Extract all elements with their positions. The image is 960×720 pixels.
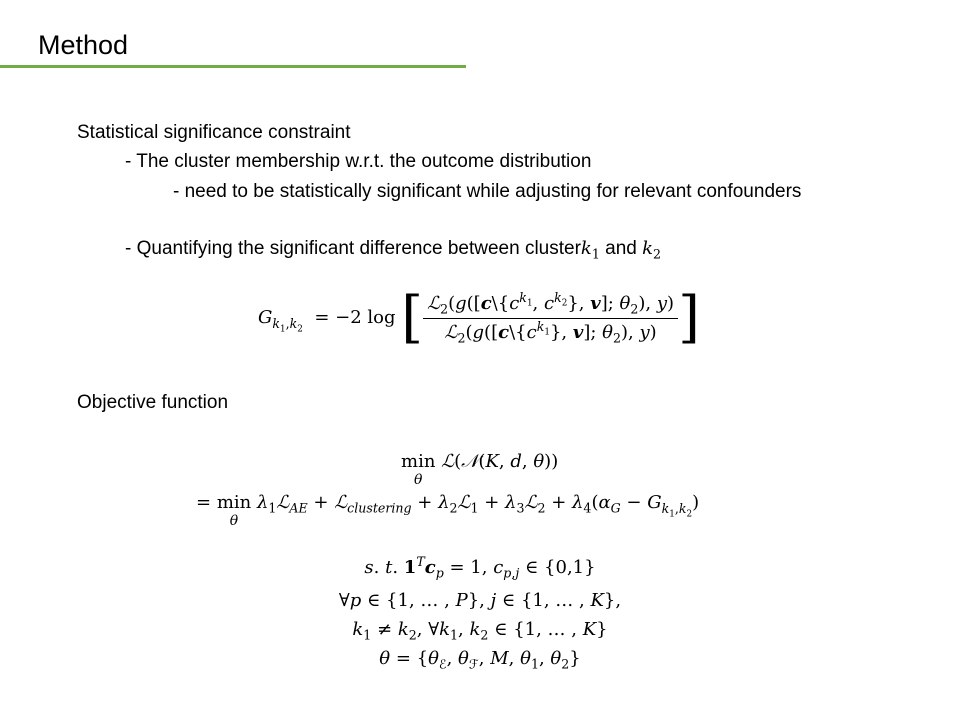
bullet-cluster-membership: - The cluster membership w.r.t. the outcome distribution [125,151,592,172]
heading-significance-constraint: Statistical significance constraint [77,122,351,143]
and-text: and [605,238,637,259]
g-equation: $G_{k_1,k_2} = -2$ log [ $\frac{ℒ_2(g([c\backslash\{c^{k_1}, c^{k_2}\}, v]; \theta_2), y)}{ℒ_2(g([c\backslash\{c^{k_1}\}, v]; \theta_2), y)}$ ] [258,285,700,350]
constraint-line2: ∀p ∈ {1, … , P}, j ∈ {1, … , K}, [338,590,622,611]
k2-symbol: $k_2$ [642,238,662,262]
objective-line1: min θ ℒ(𝒩(K, d, θ)) [401,451,559,488]
subbullet-statistically-significant: - need to be statistically significant while adjusting for relevant confounders [173,181,802,202]
constraint-line4: $\theta = \{\theta_ℰ$, $\theta_ℱ$, M, $\theta_1$, $\theta_2$} [379,648,581,672]
constraint-line3: $k_1 \ne k_2$, $\forall k_1$, $k_2$ ∈ {1, … , K} [352,619,608,643]
title-underline [0,65,466,68]
bullet-quantifying-difference [125,237,661,261]
objective-line2: = min θ $\lambda_1ℒ_{AE}$ + ℒ$_{clustering}$ + $\lambda_2ℒ_1$ + $\lambda_3ℒ_2 + \lambda_4(\alpha_G - G_{k_1,k_2})$ [196,492,700,529]
bullet-quantifying-text: - Quantifying the significant difference between cluster [125,238,581,259]
heading-objective-function: Objective function [77,392,229,413]
k1-symbol: $k_1$ [580,238,600,262]
slide-title: Method [38,30,129,60]
constraint-line1: s. t. $1^Tc_p = 1$, $c_{p,j}$ ∈ {0,1} [364,554,596,581]
